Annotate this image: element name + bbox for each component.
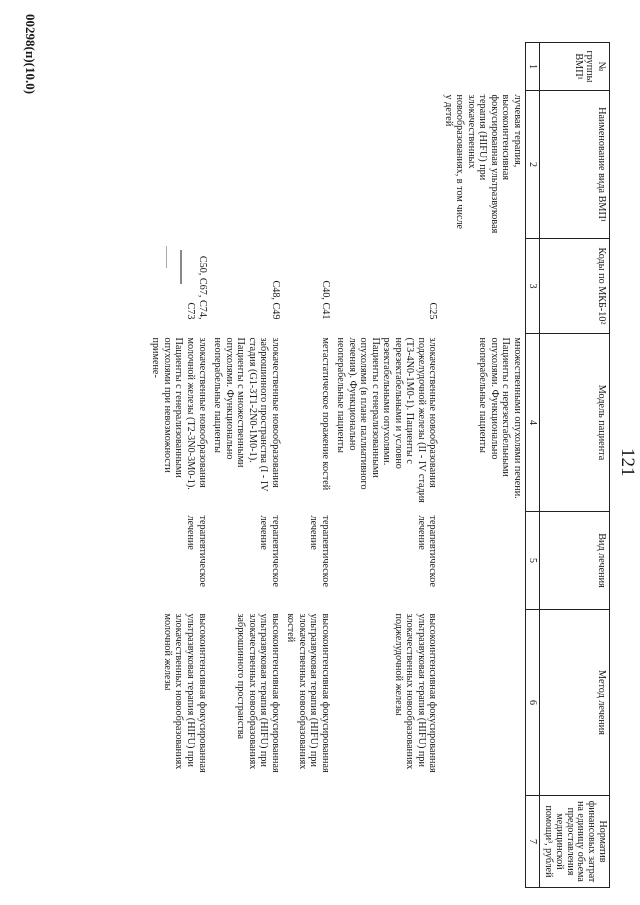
header-treatment-type: Вид лечения	[540, 512, 610, 610]
vmp-name-cell	[210, 91, 283, 239]
column-number: 6	[525, 610, 539, 796]
column-number: 3	[525, 239, 539, 334]
header-vmp-name: Наименование вида ВМП¹	[540, 91, 610, 239]
treatment-method-cell: высокоинтенсивная фокусированная ультразвуковая терапия (HIFU) при злокачественных новообразованиях молочной железы	[161, 613, 208, 773]
header-financial-norm: Норматив финансовых затрат на единицу объема предоставления медицинской помощи³, рублей	[540, 796, 610, 888]
treatment-type-cell: терапевтическое лечение	[415, 515, 439, 587]
table-row	[333, 43, 441, 888]
column-number: 4	[525, 334, 539, 512]
treatment-method-cell: высокоинтенсивная фокусированная ультразвуковая терапия (HIFU) при злокачественных новообразованиях забрюшинного пространства	[235, 613, 281, 773]
table-header-row	[540, 43, 610, 888]
column-number: 7	[525, 796, 539, 888]
table-row	[210, 43, 283, 888]
icd-code-cell: C50, C67, C74, C73	[185, 255, 208, 320]
vmp-name-cell	[283, 91, 333, 239]
treatment-type-cell	[440, 512, 525, 610]
document-code: 00298(п)(10.0)	[23, 14, 38, 95]
group-cell	[148, 43, 210, 91]
treatment-type-cell: терапевтическое лечение	[258, 515, 281, 587]
patient-model-cell: злокачественные новообразования забрюшинного пространства (I - IV стадия (G1-3T1-2N0-1M0-1). Пациенты с множественными опухолями. Функционально неоперабельные пациенты	[212, 337, 281, 492]
patient-model-cell: злокачественные новообразования молочной железы (T2-3N0-3M0-1). Пациенты с генерализованными опухолями при невозможности примене-	[150, 337, 208, 490]
vmp-name-cell	[148, 91, 210, 239]
header-treatment-method: Метод лечения	[540, 610, 610, 796]
financial-norm-cell	[440, 796, 525, 888]
vmp-name-cell	[333, 91, 441, 239]
financial-norm-cell	[210, 796, 283, 888]
group-cell	[333, 43, 441, 91]
icd-code-cell: C25	[427, 302, 439, 320]
treatment-type-cell: терапевтическое лечение	[308, 515, 331, 587]
page-number: 121	[617, 448, 638, 477]
financial-norm-cell	[333, 796, 441, 888]
treatment-method-cell: высокоинтенсивная фокусированная ультразвуковая терапия (HIFU) при злокачественных новообразованиях костей	[285, 613, 331, 773]
icd-code-cell: C40, C41	[319, 280, 331, 320]
treatment-table	[148, 42, 610, 888]
group-cell	[283, 43, 333, 91]
icd-code-cell: C48, C49	[269, 280, 281, 320]
treatment-method-cell: высокоинтенсивная фокусированная ультразвуковая терапия (HIFU) при злокачественных новообразованиях поджелудочной железы	[392, 613, 439, 773]
treatment-type-cell: терапевтическое лечение	[185, 515, 208, 587]
patient-model-cell: множественными опухолями печени. Пациенты с нерезектабельными опухолями. Функционально неоперабельные пациенты	[477, 337, 523, 499]
financial-norm-cell	[148, 796, 210, 888]
table-row	[440, 43, 525, 888]
group-cell	[210, 43, 283, 91]
group-cell	[440, 43, 525, 91]
column-number-row	[525, 43, 539, 888]
table-row	[148, 43, 210, 888]
vmp-name-cell: лучевая терапия, высокоинтенсивная фокусированная ультразвуковая терапия (HIFU) при злокачественных новообразованиях, в том числе у детей	[442, 94, 523, 234]
column-number: 1	[525, 43, 539, 91]
header-icd-codes: Коды по МКБ-10²	[540, 239, 610, 334]
header-patient-model: Модель пациента	[540, 334, 610, 512]
table-row	[283, 43, 333, 888]
financial-norm-cell	[283, 796, 333, 888]
treatment-method-cell	[440, 610, 525, 796]
patient-model-cell: метастатическое поражение костей	[319, 337, 331, 491]
icd-code-cell	[440, 239, 525, 334]
patient-model-cell: злокачественные новообразования поджелудочной железы (II - IV стадия (T3-4N0-1M0-1). Пациенты с нерезектабельными и условно резектабельными опухолями. Пациенты с генерализованными опухолями (в плане паллиативного лечения). Функционально неоперабельные пациенты	[335, 337, 439, 503]
column-number: 2	[525, 91, 539, 239]
column-number: 5	[525, 512, 539, 610]
header-group-number: № группы ВМП¹	[540, 43, 610, 91]
